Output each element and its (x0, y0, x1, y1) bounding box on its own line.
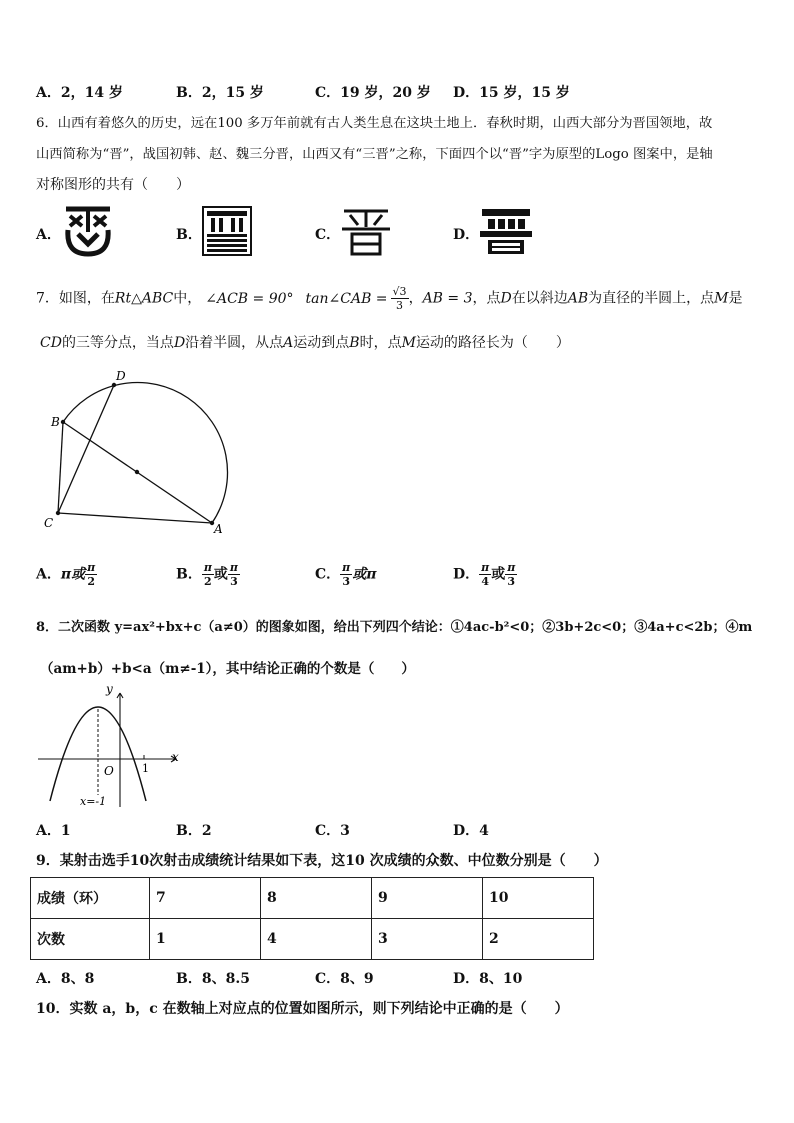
logo-d-image (478, 206, 534, 256)
q8-tick-1-label: 1 (142, 762, 149, 775)
table-cell: 2 (483, 919, 594, 960)
q10-line-1: 10．实数 a，b，c 在数轴上对应点的位置如图所示，则下列结论中正确的是（ ） (36, 1001, 569, 1017)
q6-option-b-label: B． (176, 227, 202, 243)
logo-c-image (340, 205, 392, 257)
q7-option-a: A．π或 $\frac{\pi}{2}$ (36, 561, 96, 588)
table-cell: 8 (261, 878, 372, 919)
table-cell: 1 (150, 919, 261, 960)
table-row (31, 878, 594, 919)
q6-line-1: 6．山西有着悠久的历史，远在100 多万年前就有古人类生息在这块土地上．春秋时期，山西大部分为晋国领地，故 (36, 116, 713, 131)
q8-line-2: （am+b）+b<a（m≠-1），其中结论正确的个数是（ ） (40, 661, 415, 677)
q9-score-table (30, 877, 594, 960)
q8-option-a: A．1 (36, 823, 71, 839)
q8-x-axis-label: x (172, 750, 179, 764)
q9-option-a: A．8、8 (36, 971, 95, 987)
q8-line-1: 8．二次函数 y=ax²+bx+c（a≠0）的图象如图，给出下列四个结论：①4ac-b²<0；②3b+2c<0；③4a+c<2b；④m (36, 620, 753, 635)
logo-a-image (62, 204, 114, 258)
q9-line-1: 9．某射击选手10次射击成绩统计结果如下表，这10 次成绩的众数、中位数分别是（ ） (36, 853, 608, 869)
q8-y-axis-label: y (106, 683, 113, 696)
table-cell: 3 (372, 919, 483, 960)
q8-option-b: B．2 (176, 823, 212, 839)
q7-line-2: CD的三等分点，当点D沿着半圆，从点A运动到点B时，点M运动的路径长为（ ） (40, 335, 570, 351)
q7-label-a: A (214, 522, 223, 535)
q5-option-d: D．15 岁，15 岁 (453, 85, 570, 101)
q6-option-c-label: C． (315, 227, 341, 243)
q8-option-c: C．3 (315, 823, 350, 839)
q6-line-2: 山西简称为“晋”，战国初韩、赵、魏三分晋，山西又有“三晋”之称，下面四个以“晋”字为原型的Logo 图案中，是轴 (36, 147, 713, 162)
q8-parabola-figure (36, 683, 186, 811)
table-cell: 10 (483, 878, 594, 919)
q7-option-b: B． $\frac{\pi}{2}$ 或 $\frac{\pi}{3}$ (176, 561, 238, 588)
q9-option-c: C．8、9 (315, 971, 374, 987)
q7-option-d: D． $\frac{\pi}{4}$ 或 $\frac{\pi}{3}$ (453, 561, 516, 588)
q7-semicircle-figure (36, 365, 236, 535)
q6-line-3: 对称图形的共有（ ） (36, 177, 190, 193)
q8-option-d: D．4 (453, 823, 489, 839)
table-cell: 次数 (31, 919, 150, 960)
q7-label-d: D (116, 369, 126, 383)
q8-axis-of-symmetry-label: x=-1 (80, 795, 107, 808)
q5-option-a: A．2，14 岁 (36, 85, 123, 101)
table-cell: 7 (150, 878, 261, 919)
q7-option-c: C． $\frac{\pi}{3}$ 或π (315, 561, 377, 588)
table-cell: 成绩（环） (31, 878, 150, 919)
table-cell: 9 (372, 878, 483, 919)
q8-origin-label: O (104, 764, 114, 778)
q7-line-1: 7．如图，在Rt△ABC中， ∠ACB = 90° tan∠CAB = $\frac{√3}{3}$ ，AB = 3，点D在以斜边AB为直径的半圆上，点M是 (36, 285, 743, 312)
q6-option-d-label: D． (453, 227, 480, 243)
q5-option-c: C．19 岁，20 岁 (315, 85, 431, 101)
q9-option-d: D．8、10 (453, 971, 523, 987)
q7-label-b: B (51, 415, 60, 429)
q6-option-a-label: A． (36, 227, 61, 243)
q5-option-b: B．2，15 岁 (176, 85, 264, 101)
table-cell: 4 (261, 919, 372, 960)
table-row (31, 919, 594, 960)
q7-label-c: C (44, 516, 54, 530)
logo-b-image (201, 205, 253, 257)
q9-option-b: B．8、8.5 (176, 971, 250, 987)
